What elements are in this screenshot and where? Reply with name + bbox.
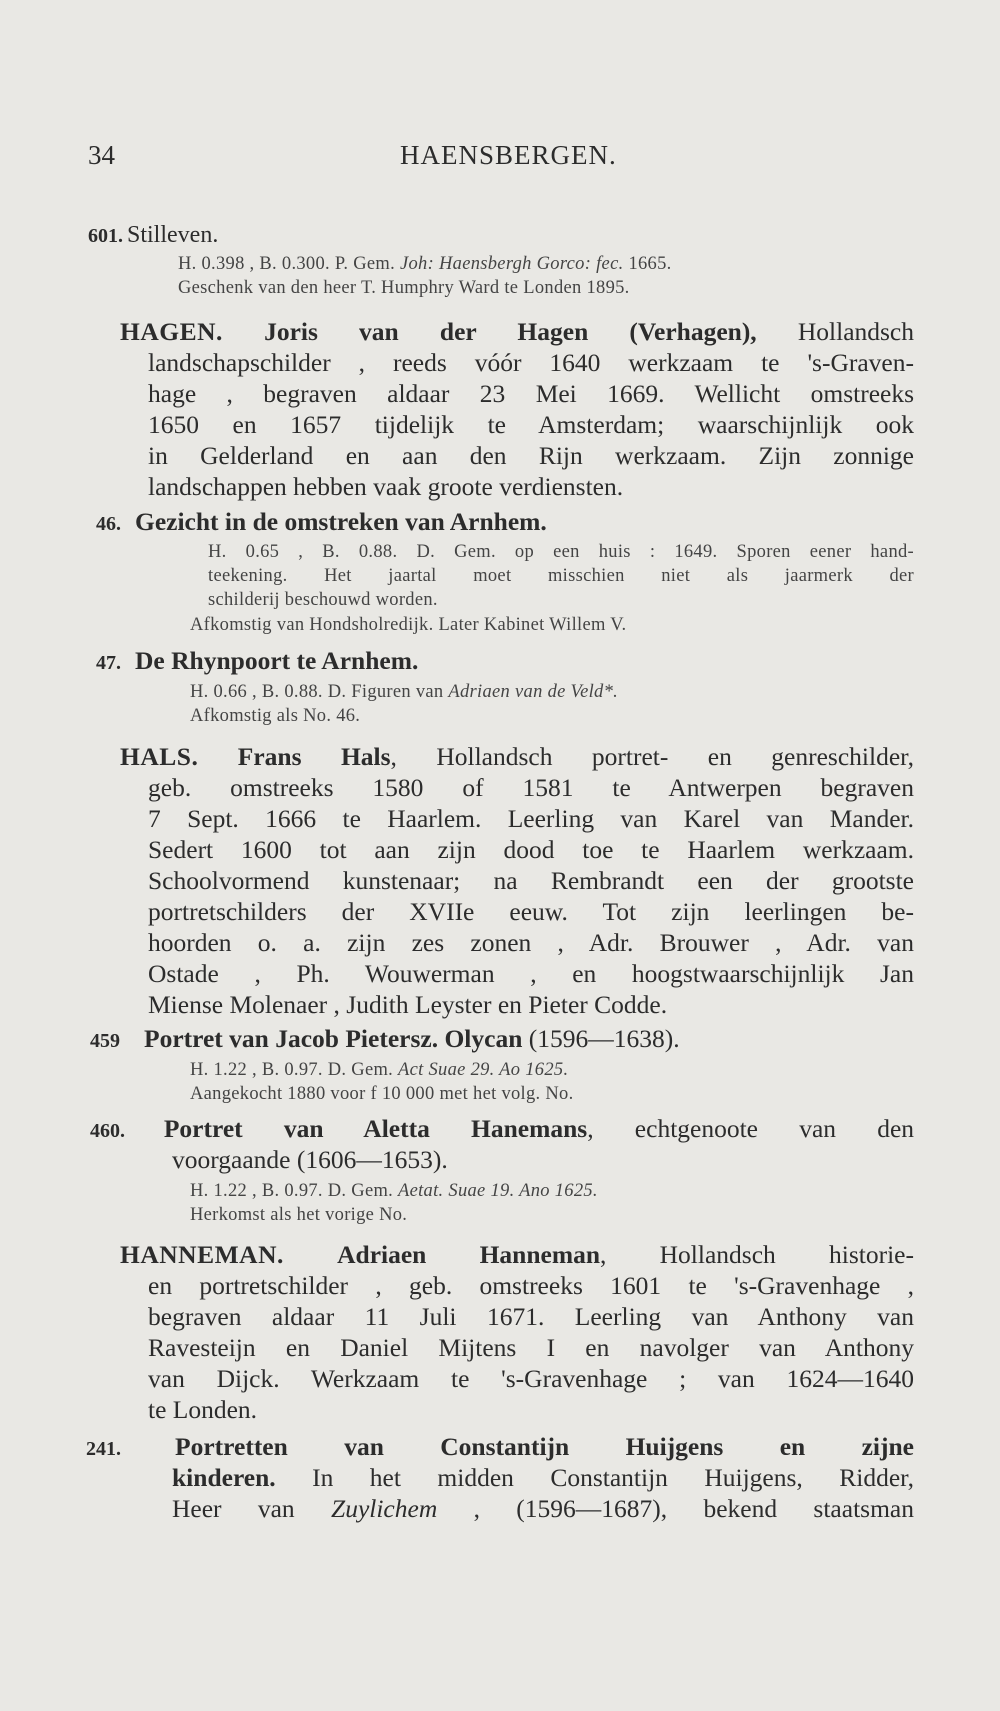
artist-hals-line4 [148, 835, 914, 865]
artist-hals-line2 [148, 773, 914, 803]
entry-title: Gezicht in de omstreken van Arnhem. [135, 507, 547, 536]
bio-text: landschapschilder , reeds vóór 1640 werkzaam te 's-Graven- [148, 348, 914, 377]
entry-number: 460. [90, 1120, 125, 1142]
entry-460-provenance: Herkomst als het vorige No. [190, 1205, 408, 1225]
artist-hals-line9: Miense Molenaer , Judith Leyster en Pieter Codde. [148, 990, 668, 1019]
artist-hals-line1 [120, 742, 914, 772]
artist-fullname: Frans Hals [237, 742, 391, 771]
bio-text: 1650 en 1657 tijdelijk te Amsterdam; waarschijnlijk ook [148, 410, 914, 439]
bio-text: , Hollandsch historie- [600, 1240, 914, 1269]
artist-surname: HALS. [120, 742, 199, 771]
bio-text: hage , begraven aldaar 23 Mei 1669. Wellicht omstreeks [148, 379, 914, 408]
artist-hanneman-line4 [148, 1333, 914, 1363]
bio-text: hoorden o. a. zijn zes zonen , Adr. Brouwer , Adr. van [148, 928, 914, 957]
meta-text: H. 0.65 , B. 0.88. D. Gem. op een huis : 1649. Sporen eener hand- [208, 542, 914, 562]
entry-601-provenance: Geschenk van den heer T. Humphry Ward te Londen 1895. [178, 278, 630, 298]
meta-text: H. 1.22 , B. 0.97. D. Gem. [190, 1060, 398, 1080]
artist-hagen-line6: landschappen hebben vaak groote verdiensten. [148, 472, 624, 501]
artist-hagen-line3 [148, 379, 914, 409]
meta-text: teekening. Het jaartal moet misschien niet als jaarmerk der [208, 566, 914, 586]
entry-601-meta [178, 254, 672, 275]
entry-46-meta-line3: schilderij beschouwd worden. [208, 590, 438, 610]
artist-fullname: Joris van der Hagen (Verhagen), [264, 317, 757, 346]
description-text: Heer van [172, 1494, 332, 1523]
artist-hanneman-line2 [148, 1271, 914, 1301]
page-number: 34 [88, 140, 115, 170]
catalog-entry-460-heading [90, 1114, 914, 1144]
bio-text: portretschilders der XVIIe eeuw. Tot zijn leerlingen be- [148, 897, 914, 926]
entry-47-meta [190, 682, 618, 703]
artist-hanneman-line3 [148, 1302, 914, 1332]
entry-title: Portretten van Constantijn Huijgens en zijne [175, 1432, 914, 1461]
bio-text: en portretschilder , geb. omstreeks 1601 te 's-Gravenhage , [148, 1271, 914, 1300]
artist-hals-line8 [148, 959, 914, 989]
entry-number: 241. [86, 1438, 121, 1460]
page-header [88, 140, 898, 180]
description-text: , (1596—1687), bekend staatsman [437, 1494, 914, 1523]
catalog-entry-46-heading [96, 507, 547, 537]
artist-hals-line7 [148, 928, 914, 958]
entry-number: 46. [96, 513, 121, 535]
entry-number: 601. [88, 225, 123, 247]
artist-hanneman-line1 [120, 1240, 914, 1270]
painter-credit: Adriaen van de Veld*. [448, 682, 619, 702]
artist-hagen-line2 [148, 348, 914, 378]
meta-text: H. 0.66 , B. 0.88. D. Figuren van [190, 682, 449, 702]
entry-dates: (1596—1638). [522, 1024, 680, 1053]
entry-460-meta [190, 1181, 598, 1202]
place-name: Zuylichem [331, 1494, 438, 1523]
artist-hanneman-line6: te Londen. [148, 1395, 258, 1424]
entry-number: 459 [90, 1030, 120, 1052]
entry-46-meta-line2 [208, 566, 914, 587]
bio-text: begraven aldaar 11 Juli 1671. Leerling van Anthony van [148, 1302, 914, 1331]
bio-text: , Hollandsch portret- en genreschilder, [390, 742, 915, 771]
description-text: In het midden Constantijn Huijgens, Ridder, [275, 1463, 914, 1492]
artist-hanneman-line5 [148, 1364, 914, 1394]
inscription-text: Act Suae 29. Ao 1625. [398, 1060, 569, 1080]
entry-46-meta-line1 [208, 542, 914, 563]
running-title: HAENSBERGEN. [400, 140, 617, 170]
artist-hals-line5 [148, 866, 914, 896]
artist-hals-line3 [148, 804, 914, 834]
bio-text: Schoolvormend kunstenaar; na Rembrandt een der grootste [148, 866, 914, 895]
bio-text: Ostade , Ph. Wouwerman , en hoogstwaarschijnlijk Jan [148, 959, 914, 988]
entry-number: 47. [96, 652, 121, 674]
entry-title-rest: , echtgenoote van den [587, 1114, 915, 1143]
bio-text: in Gelderland en aan den Rijn werkzaam. Zijn zonnige [148, 441, 914, 470]
bio-text: Hollandsch [797, 317, 915, 346]
entry-459-meta [190, 1060, 568, 1081]
entry-46-provenance: Afkomstig van Hondsholredijk. Later Kabinet Willem V. [190, 615, 627, 635]
artist-surname: HANNEMAN. [120, 1240, 284, 1269]
entry-47-provenance: Afkomstig als No. 46. [190, 706, 361, 726]
bio-text: geb. omstreeks 1580 of 1581 te Antwerpen begraven [148, 773, 914, 802]
artist-fullname: Adriaen Hanneman [337, 1240, 601, 1269]
bio-text: van Dijck. Werkzaam te 's-Gravenhage ; van 1624—1640 [148, 1364, 914, 1393]
artist-hagen-line5 [148, 441, 914, 471]
catalog-entry-47-heading [96, 646, 418, 676]
artist-hals-line6 [148, 897, 914, 927]
meta-year: 1665. [623, 254, 672, 274]
entry-241-line3 [172, 1494, 914, 1524]
inscription-text: Aetat. Suae 19. Ano 1625. [398, 1181, 598, 1201]
entry-title: Portret van Jacob Pietersz. Olycan [144, 1024, 523, 1053]
entry-459-provenance: Aangekocht 1880 voor f 10 000 met het volg. No. [190, 1084, 574, 1104]
artist-hagen-line4 [148, 410, 914, 440]
bio-text: Ravesteijn en Daniel Mijtens I en navolger van Anthony [148, 1333, 914, 1362]
entry-460-title-line2: voorgaande (1606—1653). [172, 1145, 448, 1174]
meta-text: H. 0.398 , B. 0.300. P. Gem. [178, 254, 400, 274]
catalog-entry-459-heading [90, 1024, 680, 1054]
catalog-entry-601-heading [88, 222, 218, 249]
bio-text: 7 Sept. 1666 te Haarlem. Leerling van Karel van Mander. [148, 804, 914, 833]
entry-title: De Rhynpoort te Arnhem. [135, 646, 419, 675]
artist-hagen-line1 [120, 317, 914, 347]
catalog-entry-241-heading [86, 1432, 914, 1462]
meta-text: H. 1.22 , B. 0.97. D. Gem. [190, 1181, 398, 1201]
bio-text: Sedert 1600 tot aan zijn dood toe te Haarlem werkzaam. [148, 835, 914, 864]
entry-241-line2 [172, 1463, 914, 1493]
entry-title-cont: kinderen. [172, 1463, 276, 1492]
entry-title: Portret van Aletta Hanemans [163, 1114, 588, 1143]
artist-surname: HAGEN. [120, 317, 223, 346]
entry-title: Stilleven. [127, 222, 219, 248]
signature-text: Joh: Haensbergh Gorco: fec. [399, 254, 624, 274]
